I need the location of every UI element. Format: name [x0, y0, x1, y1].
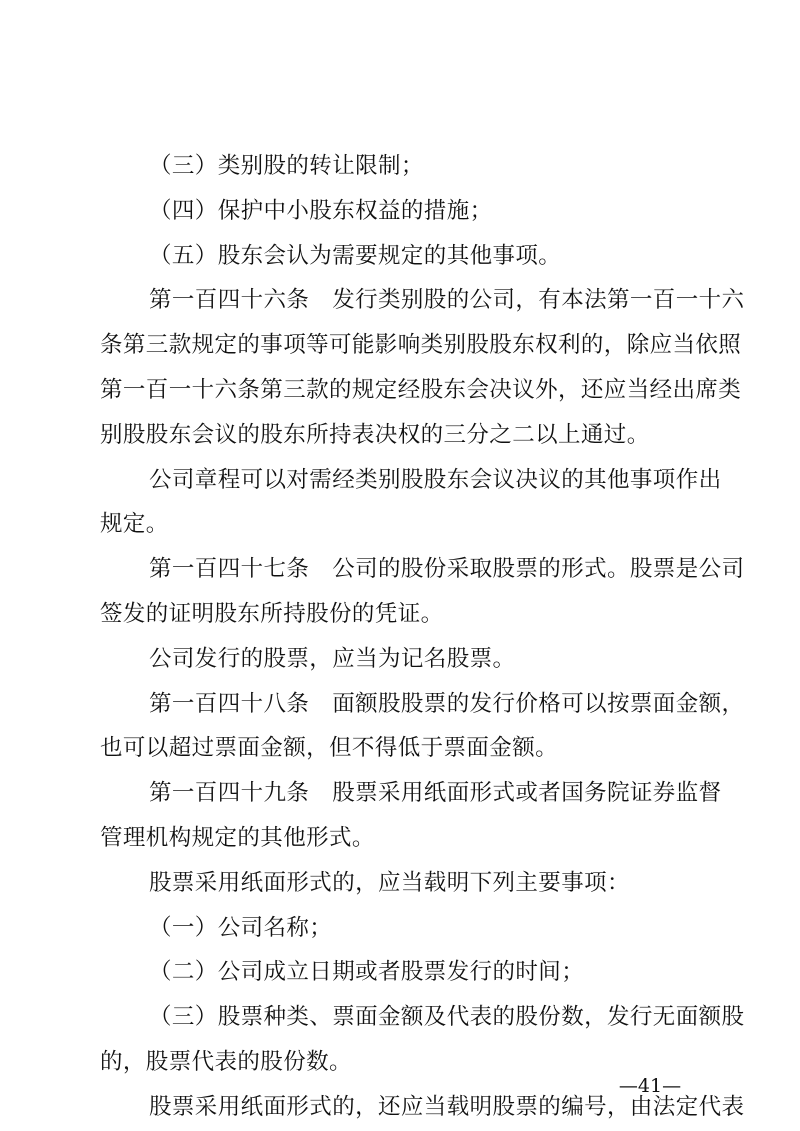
article-heading-line: 第一百四十八条 面额股股票的发行价格可以按票面金额， — [149, 690, 745, 717]
article-heading-line: 第一百四十六条 发行类别股的公司，有本法第一百一十六 — [149, 287, 745, 314]
text-line: 第一百一十六条第三款的规定经股东会决议外，还应当经出席类 — [100, 376, 742, 403]
page-number: —41— — [618, 1075, 682, 1097]
text-line: （三）股票种类、票面金额及代表的股份数，发行无面额股 — [149, 1004, 745, 1031]
text-line: （四）保护中小股东权益的措施； — [149, 197, 493, 224]
text-line: 也可以超过票面金额，但不得低于票面金额。 — [100, 735, 559, 762]
text-line: 管理机构规定的其他形式。 — [100, 824, 375, 851]
text-line: 股票采用纸面形式的，应当载明下列主要事项： — [149, 869, 630, 896]
text-line: 公司章程可以对需经类别股股东会议决议的其他事项作出 — [149, 466, 722, 493]
body-text — [100, 144, 745, 1130]
text-line: （一）公司名称； — [149, 914, 333, 941]
text-line: 的，股票代表的股份数。 — [100, 1048, 352, 1075]
text-line: 规定。 — [100, 511, 169, 538]
text-line: （五）股东会认为需要规定的其他事项。 — [149, 242, 562, 269]
article-heading-line: 第一百四十七条 公司的股份采取股票的形式。股票是公司 — [149, 556, 745, 583]
text-line: 股票采用纸面形式的，还应当载明股票的编号，由法定代表 — [149, 1093, 745, 1120]
text-line: 条第三款规定的事项等可能影响类别股股东权利的，除应当依照 — [100, 332, 742, 359]
article-heading-line: 第一百四十九条 股票采用纸面形式或者国务院证券监督 — [149, 780, 722, 807]
text-line: （三）类别股的转让限制； — [149, 153, 424, 179]
text-line: 签发的证明股东所持股份的凭证。 — [100, 600, 444, 627]
text-line: 别股股东会议的股东所持表决权的三分之二以上通过。 — [100, 421, 650, 448]
text-line: 公司发行的股票，应当为记名股票。 — [149, 645, 516, 672]
text-line: （二）公司成立日期或者股票发行的时间； — [149, 959, 585, 986]
